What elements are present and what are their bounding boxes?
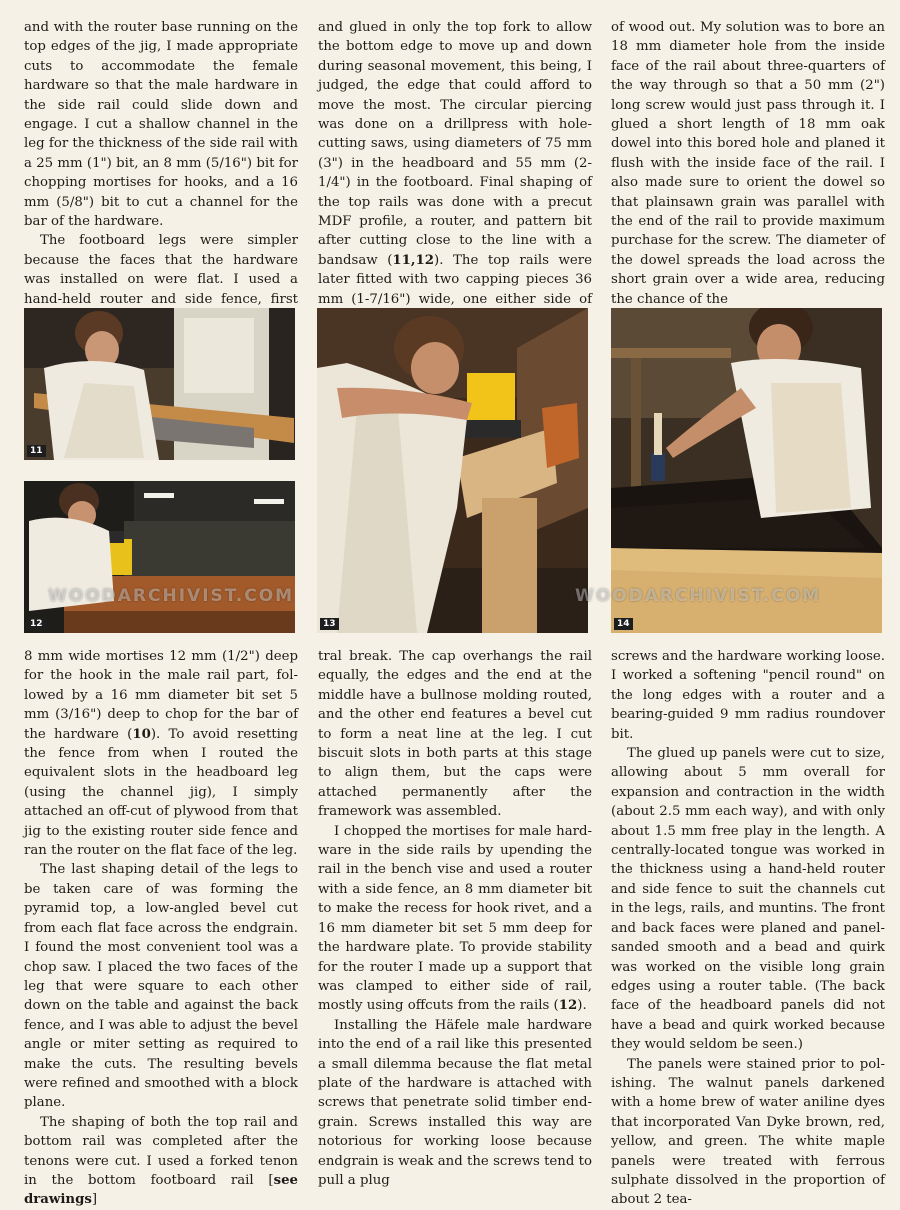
paragraph <box>24 1113 298 1210</box>
text-run: ). <box>577 998 587 1014</box>
text-run: I chopped the mortises for male hardware in the side rails by upending the rail in the bench vise and used a router with a side fence, an 8 mm diameter bit to make the recess for hook rivet, and a 16 mm diameter bit set 5 mm deep for the hardware plate. To provide stability for the router I made up a support that was clamped to either side of rail, mostly using offcuts from the rails ( <box>318 823 592 1014</box>
photo-11-bandsaw <box>24 308 295 460</box>
text-run: 8 mm wide mortises 12 mm (1/2") deep for the hook in the male rail part, followed by a 16 mm diameter bit set 5 mm (3/16") deep to chop for the bar of the hardware ( <box>24 649 298 742</box>
photo-11-image <box>24 308 295 460</box>
text-run: The shaping of both the top rail and bottom rail was completed after the tenons were cut. I used a forked tenon in the bottom footboard rail [ <box>24 1114 298 1188</box>
bottom-column-3 <box>611 647 885 1210</box>
paragraph: and with the router base running on the top edges of the jig, I made appropriate cuts to accommodate the female hardware so that the male hardware in the side rail could slide down and engage. I cut a shallow channel in the leg for the thickness of the side rail with a 25 mm (1") bit, an 8 mm (5/16") bit for chopping mortises for hooks, and a 16 mm (5/8") bit to cut a channel for the bar of the hardware. <box>24 20 298 230</box>
watermark: WOODARCHIVIST.COM <box>48 586 295 606</box>
watermark: WOODARCHIVIST.COM <box>575 586 822 606</box>
figure-reference: 12 <box>558 998 578 1014</box>
paragraph: The glued up panels were cut to size, allowing about 5 mm overall for expansion and contraction in the width (about 2.5 mm each way), and with only about 1.5 mm free play in the length. A centrally-located tongue was worked in the thickness using a hand-held router and side fence to suit the channels cut in the legs, rails, and muntins. The front and back faces were planed and panel-sanded smooth and a bead and quirk was worked on the visible long grain edges using a router table. (The back face of the headboard panels did not have a bead and quirk worked because they would seldom be seen.) <box>611 746 885 1053</box>
photo-13-image <box>317 308 588 633</box>
photo-13-router-in-vise <box>317 308 588 633</box>
paragraph: The footboard legs were simpler because the faces that the hardware was installed on were flat. I used a hand-held router and side fence, first <box>24 233 298 307</box>
paragraph: screws and the hardware working loose. I worked a softening "pencil round" on the long edges with a router and a bearing-guided 9 mm radius roundover bit. <box>611 649 885 742</box>
photo-14-staining-panel <box>611 308 882 633</box>
drawings-reference: see drawings <box>24 1172 298 1208</box>
paragraph <box>24 647 298 860</box>
figure-number: 13 <box>320 618 339 630</box>
text-run: and glued in only the top fork to allow the bottom edge to move up and down during seasonal movement, this being, I judged, the edge that could afford to move the most. The circular piercing was done on a drillpress with hole-cutting saws, using diameters of 75 mm (3") in the headboard and 55 mm (2-1/4") in the footboard. Final shaping of the top rails was done with a precut MDF profile, a router, and pattern bit after cutting close to the line with a bandsaw ( <box>318 20 592 268</box>
photo-12-router <box>24 481 295 633</box>
paragraph: The panels were stained prior to polishing. The walnut panels darkened with a home brew of water aniline dyes that incorporated Van Dyke brown, red, yellow, and green. The white maple panels were treated with ferrous sulphate dissolved in the proportion of about 2 tea- <box>611 1056 885 1208</box>
figure-number: 14 <box>614 618 633 630</box>
figure-reference: 11,12 <box>392 252 435 268</box>
top-column-3 <box>611 18 885 309</box>
bottom-column-1 <box>24 647 298 1210</box>
paragraph <box>318 18 592 329</box>
top-column-1 <box>24 18 298 329</box>
photo-14-image <box>611 308 882 633</box>
paragraph: tral break. The cap overhangs the rail equally, the edges and the end at the middle have a bullnose molding routed, and the other end features a bevel cut to form a neat line at the leg. I cut biscuit slots in both parts at this stage to align them, but the caps were attached permanently after the framework was assembled. <box>318 649 592 820</box>
figure-number: 11 <box>27 445 46 457</box>
paragraph <box>318 822 592 1016</box>
text-run: ] <box>91 1192 98 1208</box>
paragraph: Installing the Häfele male hardware into the end of a rail like this presented a small dilemma because the flat metal plate of the hardware is attached with screws that penetrate solid timber endgrain. Screws installed this way are notorious for working loose because endgrain is weak and the screws tend to pull a plug <box>318 1017 592 1188</box>
figure-number: 12 <box>27 618 46 630</box>
photo-12-image <box>24 481 295 633</box>
figure-reference: 10 <box>132 726 151 742</box>
paragraph: The last shaping detail of the legs to be taken care of was forming the pyramid top, a low-angled bevel cut from each flat face across the endgrain. I found the most convenient tool was a chop saw. I placed the two faces of the leg that were square to each other down on the table and against the back fence, and I was able to adjust the bevel angle or miter setting as required to make the cuts. The resulting bevels were refined and smoothed with a block plane. <box>24 862 298 1111</box>
bottom-column-2 <box>318 647 592 1190</box>
top-column-2 <box>318 18 592 329</box>
paragraph: of wood out. My solution was to bore an 18 mm diameter hole from the inside face of the rail about three-quarters of the way through so that a 50 mm (2") long screw would just pass through it. I glued a short length of 18 mm oak dowel into this bored hole and planed it flush with the inside face of the rail. I also made sure to orient the dowel so that plainsawn grain was parallel with the end of the rail to provide maximum purchase for the screw. The diameter of the dowel spreads the load across the short grain over a wide area, reducing the chance of the <box>611 20 885 307</box>
text-run: ). To avoid resetting the fence from when I routed the equivalent slots in the headboard leg (using the channel jig), I simply attached an off-cut of plywood from that jig to the existing router side fence and ran the router on the flat face of the leg. <box>24 726 298 859</box>
text-run: ). The top rails were later fitted with two capping pieces 36 mm (1-7/16") wide, one either side of <box>318 252 592 307</box>
